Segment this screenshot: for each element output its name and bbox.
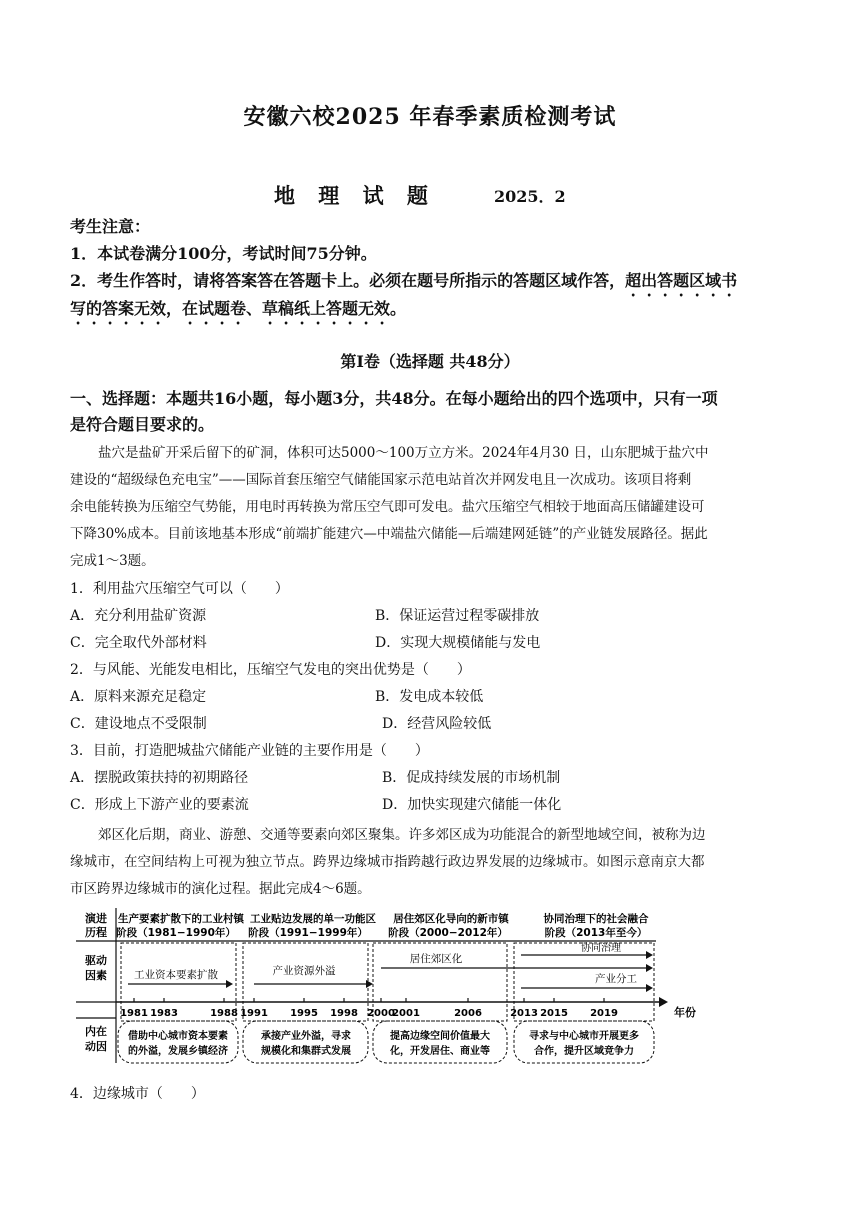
notice-item-2-cont xyxy=(70,296,406,328)
stage-1-name: 生产要素扩散下的工业村镇 xyxy=(118,913,244,925)
driver-label-coordination: 协同治理 xyxy=(581,943,621,954)
question-3-option-b: B．促成持续发展的市场机制 xyxy=(382,770,561,786)
arrow-head xyxy=(366,980,373,988)
arrow-head xyxy=(646,964,653,972)
row-label-drivers: 因素 xyxy=(85,969,107,982)
section1-line2: 是符合题目要求的。 xyxy=(70,415,215,434)
exam-title: 安徽六校2025 年春季素质检测考试 xyxy=(243,104,617,130)
driver-label-resource: 产业资源外溢 xyxy=(272,965,336,977)
exam-date: 2025．2 xyxy=(494,187,566,206)
timeline-years xyxy=(120,998,618,1019)
notice-item-2-emphasis-1: 超出答题区域书 xyxy=(625,271,738,290)
question-1-stem: 1．利用盐穴压缩空气可以（ ） xyxy=(70,581,289,597)
section1-line1: 一、选择题：本题共16小题，每小题3分，共48分。在每小题给出的四个选项中，只有一项 xyxy=(70,389,718,408)
stage-4-name: 协同治理下的社会融合 xyxy=(543,913,649,925)
timeline-axis-label: 年份 xyxy=(674,1006,696,1019)
year-label: 1995 xyxy=(290,1008,318,1019)
row-label-drivers: 驱动 xyxy=(85,954,107,967)
question-2-option-d: D．经营风险较低 xyxy=(382,716,492,732)
passage1-line: 盐穴是盐矿开采后留下的矿洞，体积可达5000～100万立方米。2024年4月30 日，山东肥城于盐穴中 xyxy=(98,445,709,461)
part1-title: 第Ⅰ卷（选择题 共48分） xyxy=(340,352,520,371)
year-label: 1991 xyxy=(240,1008,268,1019)
question-2-stem: 2．与风能、光能发电相比，压缩空气发电的突出优势是（ ） xyxy=(70,662,471,678)
passage1-line: 余电能转换为压缩空气势能，用电时再转换为常压空气即可发电。盐穴压缩空气相较于地面高压储罐建设可 xyxy=(70,499,705,515)
question-2-option-a: A．原料来源充足稳定 xyxy=(70,689,207,705)
timeline-arrow-head xyxy=(659,997,668,1007)
year-label: 1981 xyxy=(120,1008,148,1019)
question-1-option-c: C．完全取代外部材料 xyxy=(70,635,207,651)
stage-3-motive: 提高边缘空间价值最大 xyxy=(390,1031,490,1042)
question-2-option-c: C．建设地点不受限制 xyxy=(70,716,207,732)
question-2-option-b: B．发电成本较低 xyxy=(375,689,484,705)
notice-item-2-comma: ， xyxy=(166,299,183,318)
arrow-head xyxy=(226,980,233,988)
year-label: 2019 xyxy=(590,1008,618,1019)
stage-3-period: 阶段（2000−2012年） xyxy=(388,927,508,939)
year-label: 2015 xyxy=(540,1008,568,1019)
passage2-line: 郊区化后期，商业、游憩、交通等要素向郊区聚集。许多郊区成为功能混合的新型地域空间，被称为边 xyxy=(98,827,706,843)
year-label: 2001 xyxy=(392,1008,420,1019)
row-label-process: 历程 xyxy=(85,926,107,939)
question-3-stem: 3．目前，打造肥城盐穴储能产业链的主要作用是（ ） xyxy=(70,743,429,759)
notice-item-2-emphasis-2: 写的答案无效 xyxy=(70,299,167,318)
stage-2-name: 工业贴边发展的单一功能区 xyxy=(250,913,376,925)
arrow-head xyxy=(646,951,653,959)
stage-4-motive: 寻求与中心城市开展更多 xyxy=(529,1031,639,1042)
question-3-option-d: D．加快实现建穴储能一体化 xyxy=(382,797,562,813)
stage-1-motive: 借助中心城市资本要素 xyxy=(128,1031,228,1042)
question-4-stem: 4．边缘城市（ ） xyxy=(70,1086,205,1102)
notice-item-2-end: 。 xyxy=(390,299,407,318)
stage-4-period: 阶段（2013年至今） xyxy=(544,927,648,939)
question-1-option-b: B．保证运营过程零碳排放 xyxy=(375,608,540,624)
stage-2-motive: 承接产业外溢，寻求 xyxy=(261,1031,351,1042)
arrow-head xyxy=(646,984,653,992)
year-label: 2006 xyxy=(454,1008,482,1019)
row-label-motives: 内在 xyxy=(85,1025,107,1038)
question-3-option-a: A．摆脱政策扶持的初期路径 xyxy=(70,770,249,786)
stage-1-motive: 的外溢，发展乡镇经济 xyxy=(128,1046,228,1057)
stage-2-period: 阶段（1991−1999年） xyxy=(248,927,368,939)
passage2-line: 市区跨界边缘城市的演化过程。据此完成4～6题。 xyxy=(70,881,371,897)
notice-item-1: 1．本试卷满分100分，考试时间75分钟。 xyxy=(70,244,377,263)
stage-3-name: 居住郊区化导向的新市镇 xyxy=(393,913,509,925)
notice-item-2-part-a: 2．考生作答时，请将答案答在答题卡上。必须在题号所指示的答题区域作答， xyxy=(70,271,626,290)
driver-label-division: 产业分工 xyxy=(595,973,637,985)
notice-item-2-emphasis-3: 在试题卷、草稿纸上答题无效 xyxy=(182,299,391,318)
year-label: 1998 xyxy=(330,1008,358,1019)
year-label: 1988 xyxy=(210,1008,238,1019)
subject-title: 地 理 试 题 xyxy=(274,183,436,208)
passage1-line: 下降30%成本。目前该地基本形成“前端扩能建穴—中端盐穴储能—后端建网延链”的产业链发展路径。据此 xyxy=(70,526,708,542)
passage1-line: 建设的“超级绿色充电宝”——国际首套压缩空气储能国家示范电站首次并网发电且一次成功。该项目将剩 xyxy=(70,472,692,488)
driver-label-industry: 工业资本要素扩散 xyxy=(134,969,218,981)
passage2-line: 缘城市，在空间结构上可视为独立节点。跨界边缘城市指跨越行政边界发展的边缘城市。如图示意南京大都 xyxy=(70,854,705,870)
driver-label-residential: 居住郊区化 xyxy=(409,953,463,965)
year-label: 2000 xyxy=(367,1008,395,1019)
stage-4-motive: 合作，提升区域竞争力 xyxy=(534,1046,634,1057)
question-1-option-d: D．实现大规模储能与发电 xyxy=(375,635,541,651)
edge-city-evolution-diagram xyxy=(76,908,696,1068)
question-1-option-a: A．充分利用盐矿资源 xyxy=(70,608,207,624)
stage-1-period: 阶段（1981−1990年） xyxy=(116,927,236,939)
year-label: 2013 xyxy=(510,1008,538,1019)
passage1-line: 完成1～3题。 xyxy=(70,553,155,569)
year-label: 1983 xyxy=(150,1008,178,1019)
row-label-process: 演进 xyxy=(85,912,107,925)
stage-3-motive: 化，开发居住、商业等 xyxy=(390,1046,490,1057)
stage-2-motive: 规模化和集群式发展 xyxy=(261,1046,351,1057)
question-3-option-c: C．形成上下游产业的要素流 xyxy=(70,797,249,813)
row-label-motives: 动因 xyxy=(85,1040,107,1053)
notice-heading: 考生注意： xyxy=(70,217,151,236)
